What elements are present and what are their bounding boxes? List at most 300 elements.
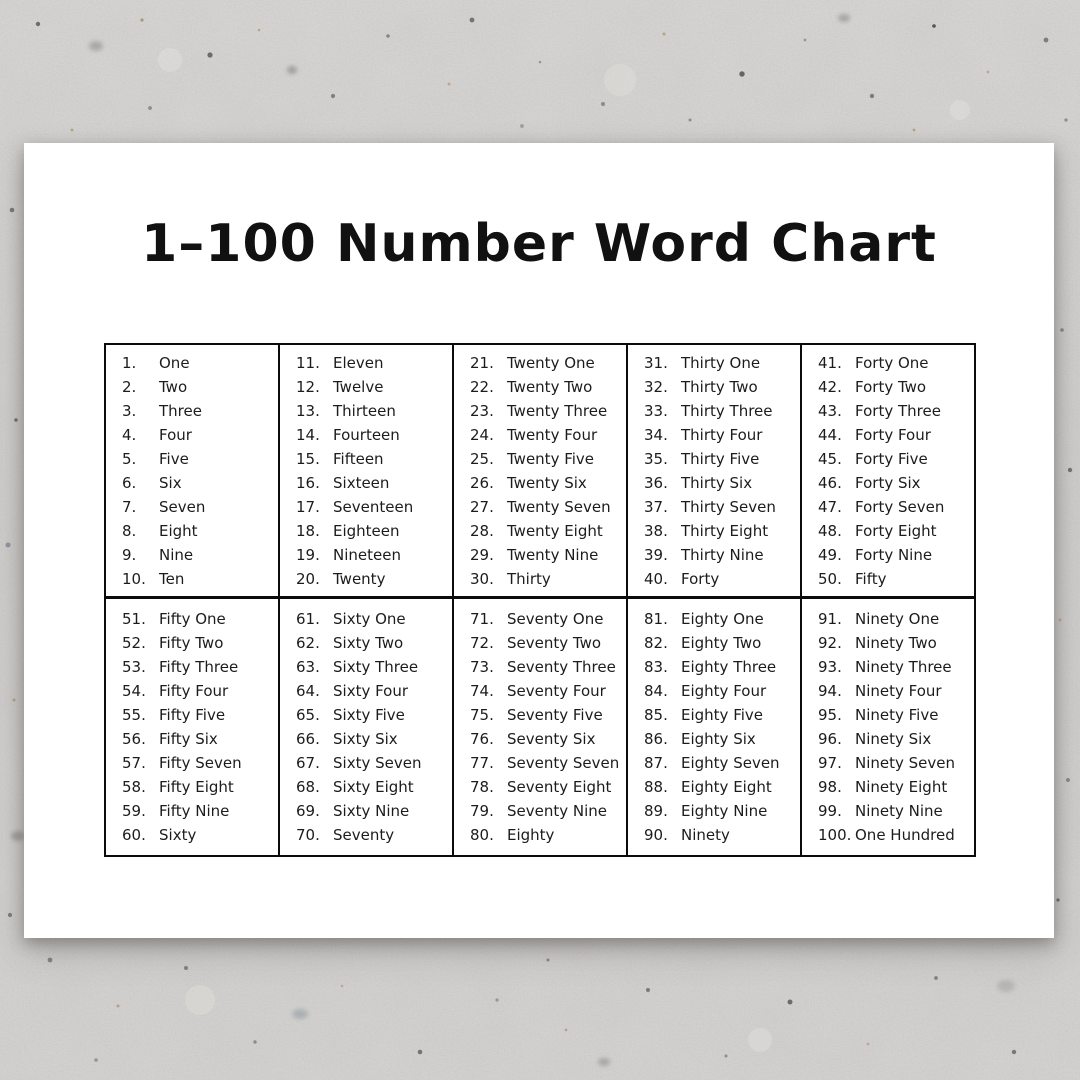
entry-number: 76.	[470, 730, 494, 748]
number-word-entry	[818, 751, 974, 775]
entry-number: 93.	[818, 658, 842, 676]
number-word-entry	[644, 447, 800, 471]
entry-number: 8.	[122, 521, 137, 540]
entry-word: Twenty Seven	[507, 497, 611, 516]
number-word-entry	[818, 519, 974, 543]
number-word-entry	[818, 543, 974, 567]
number-word-entry	[818, 351, 974, 375]
entry-word: Ten	[159, 569, 185, 588]
number-word-entry	[470, 775, 626, 799]
entry-word: Eighty Nine	[681, 802, 768, 820]
entry-number: 24.	[470, 425, 494, 444]
entry-number: 26.	[470, 473, 494, 492]
entry-number: 90.	[644, 826, 668, 844]
entry-number: 53.	[122, 658, 146, 676]
entry-word: Seventy	[333, 826, 395, 844]
entry-number: 20.	[296, 569, 320, 588]
entry-word: Twenty Two	[507, 377, 593, 396]
entry-word: Seventy Three	[507, 658, 616, 676]
entry-word: Fifty Two	[159, 634, 224, 652]
entry-number: 15.	[296, 449, 320, 468]
entry-number: 81.	[644, 610, 668, 628]
chart-column	[106, 345, 278, 596]
chart-column	[800, 599, 974, 855]
number-word-entry	[470, 423, 626, 447]
entry-number: 28.	[470, 521, 494, 540]
entry-word: Seventy Two	[507, 634, 602, 652]
entry-word: Sixty Three	[333, 658, 419, 676]
entry-number: 52.	[122, 634, 146, 652]
number-word-entry	[122, 543, 278, 567]
number-word-entry	[644, 543, 800, 567]
number-word-entry	[122, 471, 278, 495]
number-word-entry	[470, 471, 626, 495]
entry-number: 42.	[818, 377, 842, 396]
entry-word: Eighty Two	[681, 634, 762, 652]
number-word-entry	[818, 703, 974, 727]
number-word-entry	[122, 607, 278, 631]
entry-number: 2.	[122, 377, 137, 396]
entry-number: 59.	[122, 802, 146, 820]
number-word-entry	[122, 375, 278, 399]
entry-number: 58.	[122, 778, 146, 796]
entry-word: Forty Four	[855, 425, 931, 444]
chart-column	[800, 345, 974, 596]
entry-number: 99.	[818, 802, 842, 820]
chart-column	[452, 599, 626, 855]
entry-word: Twenty Four	[507, 425, 598, 444]
number-word-entry	[818, 823, 974, 847]
entry-word: Seventy Eight	[507, 778, 612, 796]
number-word-entry	[470, 751, 626, 775]
entry-number: 18.	[296, 521, 320, 540]
entry-word: Twenty Nine	[507, 545, 599, 564]
entry-word: Forty One	[855, 353, 929, 372]
entry-number: 73.	[470, 658, 494, 676]
entry-number: 85.	[644, 706, 668, 724]
number-word-entry	[296, 399, 452, 423]
entry-number: 44.	[818, 425, 842, 444]
number-word-entry	[122, 655, 278, 679]
number-word-entry	[122, 727, 278, 751]
number-word-entry	[644, 495, 800, 519]
entry-number: 82.	[644, 634, 668, 652]
entry-number: 36.	[644, 473, 668, 492]
entry-word: Eighty One	[681, 610, 764, 628]
paper-sheet	[24, 143, 1054, 938]
entry-word: Sixty Seven	[333, 754, 422, 772]
entry-number: 71.	[470, 610, 494, 628]
entry-number: 9.	[122, 545, 137, 564]
entry-number: 72.	[470, 634, 494, 652]
entry-word: Ninety	[681, 826, 730, 844]
entry-number: 29.	[470, 545, 494, 564]
entry-word: Eighty	[507, 826, 555, 844]
entry-number: 97.	[818, 754, 842, 772]
entry-word: Eighty Six	[681, 730, 756, 748]
entry-word: Fifty Nine	[159, 802, 230, 820]
number-word-entry	[470, 703, 626, 727]
number-word-entry	[470, 823, 626, 847]
entry-word: Forty	[681, 569, 720, 588]
number-word-entry	[818, 399, 974, 423]
number-word-entry	[818, 447, 974, 471]
entry-number: 40.	[644, 569, 668, 588]
number-word-entry	[296, 751, 452, 775]
number-word-entry	[644, 823, 800, 847]
entry-word: Fifty One	[159, 610, 226, 628]
entry-word: Twenty Five	[507, 449, 595, 468]
number-word-entry	[122, 423, 278, 447]
entry-number: 92.	[818, 634, 842, 652]
entry-word: Seventy Four	[507, 682, 606, 700]
number-word-entry	[644, 631, 800, 655]
entry-word: Fifty Three	[159, 658, 239, 676]
number-word-entry	[470, 631, 626, 655]
entry-number: 31.	[644, 353, 668, 372]
entry-word: Thirty Five	[681, 449, 760, 468]
number-word-entry	[470, 447, 626, 471]
entry-word: Sixty Nine	[333, 802, 410, 820]
number-word-entry	[818, 655, 974, 679]
entry-word: Forty Five	[855, 449, 928, 468]
number-word-chart	[104, 343, 976, 857]
number-word-entry	[122, 703, 278, 727]
entry-word: Thirty Eight	[681, 521, 769, 540]
number-word-entry	[470, 607, 626, 631]
entry-word: Sixty Eight	[333, 778, 414, 796]
entry-word: Thirty Six	[681, 473, 753, 492]
entry-number: 69.	[296, 802, 320, 820]
number-word-entry	[818, 471, 974, 495]
number-word-entry	[296, 631, 452, 655]
entry-word: Sixty Five	[333, 706, 405, 724]
entry-word: Sixteen	[333, 473, 390, 492]
entry-number: 46.	[818, 473, 842, 492]
entry-word: Eleven	[333, 353, 384, 372]
number-word-entry	[470, 799, 626, 823]
entry-word: Seventy One	[507, 610, 604, 628]
entry-word: Nineteen	[333, 545, 401, 564]
number-word-entry	[470, 679, 626, 703]
entry-number: 10.	[122, 569, 146, 588]
number-word-entry	[122, 567, 278, 591]
number-word-entry	[122, 823, 278, 847]
page-title: 1–100 Number Word Chart	[141, 214, 937, 274]
number-word-entry	[122, 775, 278, 799]
entry-number: 45.	[818, 449, 842, 468]
number-word-entry	[122, 679, 278, 703]
chart-column	[278, 345, 452, 596]
entry-number: 11.	[296, 353, 320, 372]
entry-number: 67.	[296, 754, 320, 772]
entry-number: 51.	[122, 610, 146, 628]
entry-word: Fifteen	[333, 449, 384, 468]
entry-word: Seventeen	[333, 497, 414, 516]
number-word-entry	[470, 399, 626, 423]
entry-number: 91.	[818, 610, 842, 628]
entry-number: 25.	[470, 449, 494, 468]
number-word-entry	[818, 495, 974, 519]
entry-word: Five	[159, 449, 189, 468]
entry-word: Twenty	[333, 569, 386, 588]
entry-number: 98.	[818, 778, 842, 796]
entry-number: 34.	[644, 425, 668, 444]
number-word-entry	[470, 495, 626, 519]
entry-word: Ninety Six	[855, 730, 932, 748]
entry-word: Thirteen	[333, 401, 396, 420]
entry-word: Eight	[159, 521, 198, 540]
entry-word: Eighteen	[333, 521, 400, 540]
entry-number: 100.	[818, 826, 852, 844]
table-1-to-50	[104, 343, 976, 598]
entry-word: Thirty Seven	[681, 497, 776, 516]
entry-word: Eighty Seven	[681, 754, 780, 772]
number-word-entry	[644, 751, 800, 775]
chart-column	[626, 599, 800, 855]
entry-number: 27.	[470, 497, 494, 516]
entry-number: 12.	[296, 377, 320, 396]
entry-word: Forty Six	[855, 473, 921, 492]
entry-number: 70.	[296, 826, 320, 844]
number-word-entry	[818, 679, 974, 703]
entry-word: Fifty Five	[159, 706, 226, 724]
number-word-entry	[296, 543, 452, 567]
entry-word: Twenty Six	[507, 473, 587, 492]
entry-word: One Hundred	[855, 826, 955, 844]
number-word-entry	[296, 567, 452, 591]
entry-word: Fifty Six	[159, 730, 218, 748]
entry-word: Sixty Four	[333, 682, 409, 700]
entry-number: 38.	[644, 521, 668, 540]
entry-number: 74.	[470, 682, 494, 700]
entry-number: 33.	[644, 401, 668, 420]
entry-number: 95.	[818, 706, 842, 724]
entry-word: Fifty Eight	[159, 778, 234, 796]
entry-number: 89.	[644, 802, 668, 820]
entry-number: 43.	[818, 401, 842, 420]
entry-number: 23.	[470, 401, 494, 420]
entry-number: 75.	[470, 706, 494, 724]
entry-word: Ninety Three	[855, 658, 952, 676]
entry-number: 13.	[296, 401, 320, 420]
number-word-entry	[818, 631, 974, 655]
number-word-entry	[818, 727, 974, 751]
entry-number: 94.	[818, 682, 842, 700]
entry-number: 5.	[122, 449, 137, 468]
entry-word: Two	[159, 377, 188, 396]
entry-number: 32.	[644, 377, 668, 396]
number-word-entry	[470, 543, 626, 567]
entry-number: 84.	[644, 682, 668, 700]
number-word-entry	[296, 679, 452, 703]
entry-number: 66.	[296, 730, 320, 748]
entry-word: Seventy Five	[507, 706, 603, 724]
number-word-entry	[818, 375, 974, 399]
number-word-entry	[122, 351, 278, 375]
number-word-entry	[818, 423, 974, 447]
number-word-entry	[818, 567, 974, 591]
entry-number: 88.	[644, 778, 668, 796]
number-word-entry	[296, 607, 452, 631]
number-word-entry	[296, 351, 452, 375]
number-word-entry	[296, 519, 452, 543]
entry-number: 63.	[296, 658, 320, 676]
entry-word: Forty Eight	[855, 521, 937, 540]
entry-word: Twelve	[333, 377, 384, 396]
entry-word: Ninety Two	[855, 634, 937, 652]
number-word-entry	[644, 727, 800, 751]
entry-number: 35.	[644, 449, 668, 468]
entry-word: Ninety Seven	[855, 754, 956, 772]
entry-word: Eighty Four	[681, 682, 767, 700]
entry-word: Seventy Seven	[507, 754, 620, 772]
number-word-entry	[296, 775, 452, 799]
entry-word: Thirty Three	[681, 401, 773, 420]
entry-word: Forty Three	[855, 401, 941, 420]
entry-number: 50.	[818, 569, 842, 588]
number-word-entry	[122, 399, 278, 423]
entry-word: Sixty Six	[333, 730, 398, 748]
entry-word: Forty Seven	[855, 497, 945, 516]
number-word-entry	[296, 375, 452, 399]
entry-word: Fifty	[855, 569, 887, 588]
entry-word: Thirty Four	[681, 425, 763, 444]
entry-word: Sixty One	[333, 610, 406, 628]
entry-number: 78.	[470, 778, 494, 796]
entry-word: Eighty Five	[681, 706, 764, 724]
entry-word: Ninety One	[855, 610, 940, 628]
number-word-entry	[818, 607, 974, 631]
number-word-entry	[644, 679, 800, 703]
entry-word: Fifty Seven	[159, 754, 242, 772]
chart-column	[278, 599, 452, 855]
number-word-entry	[296, 823, 452, 847]
entry-number: 16.	[296, 473, 320, 492]
entry-number: 68.	[296, 778, 320, 796]
entry-word: Three	[159, 401, 202, 420]
chart-column	[106, 599, 278, 855]
entry-number: 19.	[296, 545, 320, 564]
entry-word: Seventy Six	[507, 730, 596, 748]
entry-number: 3.	[122, 401, 137, 420]
entry-number: 22.	[470, 377, 494, 396]
entry-number: 83.	[644, 658, 668, 676]
entry-number: 61.	[296, 610, 320, 628]
entry-number: 48.	[818, 521, 842, 540]
number-word-entry	[122, 751, 278, 775]
entry-word: Ninety Five	[855, 706, 939, 724]
number-word-entry	[644, 399, 800, 423]
number-word-entry	[644, 775, 800, 799]
number-word-entry	[296, 655, 452, 679]
number-word-entry	[122, 447, 278, 471]
number-word-entry	[296, 727, 452, 751]
entry-number: 37.	[644, 497, 668, 516]
entry-word: Seventy Nine	[507, 802, 608, 820]
entry-number: 30.	[470, 569, 494, 588]
entry-word: Four	[159, 425, 192, 444]
entry-number: 7.	[122, 497, 137, 516]
number-word-entry	[296, 471, 452, 495]
number-word-entry	[644, 423, 800, 447]
number-word-entry	[122, 799, 278, 823]
number-word-entry	[296, 703, 452, 727]
entry-word: Thirty	[507, 569, 551, 588]
number-word-entry	[644, 375, 800, 399]
number-word-entry	[470, 567, 626, 591]
number-word-entry	[296, 423, 452, 447]
entry-number: 79.	[470, 802, 494, 820]
number-word-entry	[644, 607, 800, 631]
entry-number: 80.	[470, 826, 494, 844]
number-word-entry	[470, 727, 626, 751]
entry-word: Twenty One	[507, 353, 595, 372]
entry-word: Twenty Eight	[507, 521, 603, 540]
entry-number: 14.	[296, 425, 320, 444]
entry-word: Eighty Eight	[681, 778, 772, 796]
number-word-entry	[296, 447, 452, 471]
entry-word: Fourteen	[333, 425, 400, 444]
entry-number: 62.	[296, 634, 320, 652]
chart-column	[626, 345, 800, 596]
entry-word: One	[159, 353, 190, 372]
entry-number: 87.	[644, 754, 668, 772]
entry-number: 57.	[122, 754, 146, 772]
chart-column	[452, 345, 626, 596]
entry-word: Forty Nine	[855, 545, 933, 564]
number-word-entry	[644, 519, 800, 543]
number-word-entry	[470, 351, 626, 375]
entry-word: Thirty One	[681, 353, 761, 372]
entry-word: Forty Two	[855, 377, 927, 396]
entry-number: 1.	[122, 353, 137, 372]
number-word-entry	[644, 799, 800, 823]
entry-number: 60.	[122, 826, 146, 844]
entry-number: 86.	[644, 730, 668, 748]
number-word-entry	[644, 351, 800, 375]
number-word-entry	[122, 631, 278, 655]
entry-number: 49.	[818, 545, 842, 564]
number-word-entry	[644, 567, 800, 591]
number-word-entry	[818, 799, 974, 823]
entry-number: 65.	[296, 706, 320, 724]
entry-number: 47.	[818, 497, 842, 516]
entry-word: Six	[159, 473, 182, 492]
entry-word: Ninety Nine	[855, 802, 943, 820]
number-word-entry	[470, 375, 626, 399]
entry-word: Thirty Two	[681, 377, 758, 396]
entry-word: Twenty Three	[507, 401, 608, 420]
entry-number: 54.	[122, 682, 146, 700]
entry-word: Ninety Eight	[855, 778, 948, 796]
entry-number: 39.	[644, 545, 668, 564]
entry-word: Sixty Two	[333, 634, 404, 652]
entry-number: 21.	[470, 353, 494, 372]
entry-word: Fifty Four	[159, 682, 229, 700]
entry-word: Ninety Four	[855, 682, 942, 700]
number-word-entry	[644, 655, 800, 679]
number-word-entry	[122, 519, 278, 543]
entry-word: Sixty	[159, 826, 197, 844]
entry-number: 4.	[122, 425, 137, 444]
number-word-entry	[818, 775, 974, 799]
entry-number: 55.	[122, 706, 146, 724]
entry-word: Nine	[159, 545, 194, 564]
entry-word: Seven	[159, 497, 206, 516]
table-51-to-100	[104, 597, 976, 857]
entry-word: Thirty Nine	[681, 545, 764, 564]
